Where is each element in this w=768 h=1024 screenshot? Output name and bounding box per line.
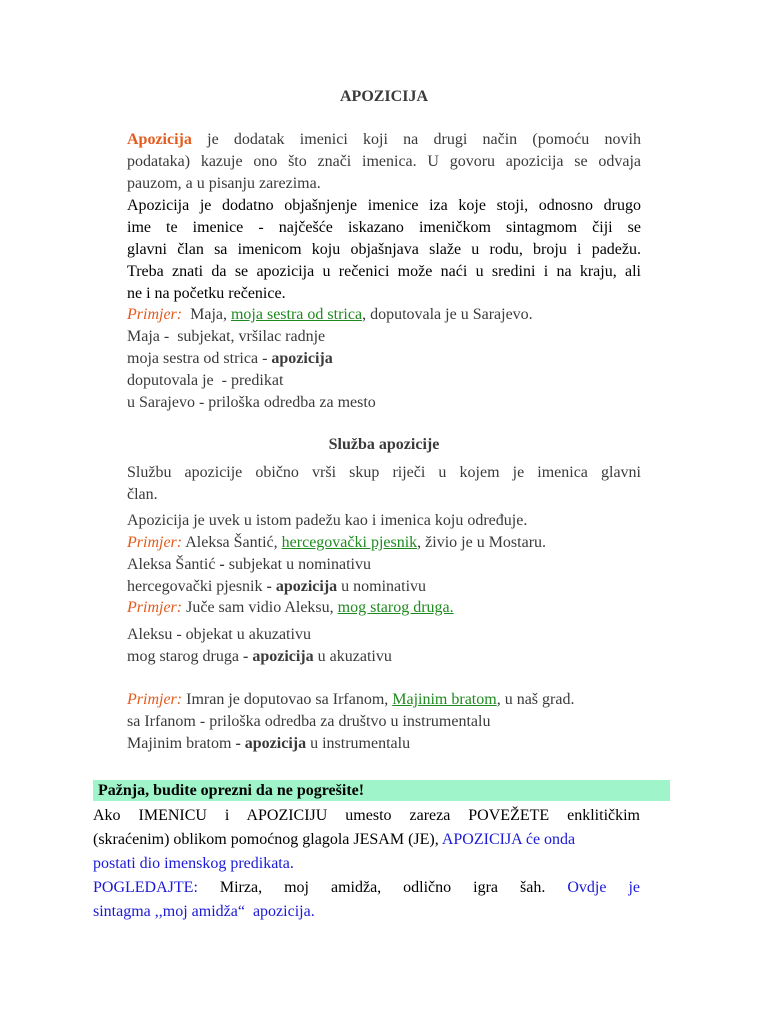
example-2 — [127, 532, 641, 598]
note-line-1: Ako IMENICU i APOZICIJU umesto zareza POVEŽETE enklitičkim — [93, 807, 640, 824]
section-2-line-1: Službu apozicije obično vrši skup riječi u kojem je imenica glavni — [127, 464, 641, 481]
section-2-paragraph — [127, 462, 641, 506]
note-paragraph — [93, 804, 640, 924]
example-4 — [127, 689, 641, 755]
example-3-sentence: Primjer: Juče sam vidio Aleksu, mog starog druga. — [127, 599, 454, 616]
example-1-analysis-4: u Sarajevo - priloška odredba za mesto — [127, 394, 376, 411]
example-label: Primjer: — [127, 534, 183, 551]
intro-paragraph — [127, 129, 641, 195]
intro-term: Apozicija — [127, 131, 192, 148]
definition-paragraph — [127, 195, 641, 305]
note-line-4: POGLEDAJTE: Mirza, moj amidža, odlično igra šah. Ovdje je — [93, 879, 641, 896]
warning-highlight: Pažnja, budite oprezni da ne pogrešite! — [93, 780, 670, 801]
example-1-analysis-2: moja sestra od strica - apozicija — [127, 350, 333, 367]
intro-line-2: podataka) kazuje ono što znači imenica. U govoru apozicija se odvaja — [127, 153, 641, 170]
example-2-analysis-2: hercegovački pjesnik - apozicija u nominativu — [127, 578, 427, 595]
apposition-link[interactable]: mog starog druga. — [337, 599, 454, 616]
note-line-3: postati dio imenskog predikata. — [93, 855, 294, 872]
note-line-5: sintagma ,,moj amidža“ apozicija. — [93, 903, 315, 920]
example-3-analysis — [127, 624, 641, 668]
example-1 — [127, 304, 641, 414]
section-title: Služba apozicije — [328, 436, 440, 453]
note-line-2: (skraćenim) oblikom pomoćnog glagola JESAM (JE), APOZICIJA će onda — [93, 831, 576, 848]
section-2-rule: Apozicija je uvek u istom padežu kao i imenica koju određuje. — [127, 512, 528, 529]
example-label: Primjer: — [127, 691, 183, 708]
example-2-sentence: Primjer: Aleksa Šantić, hercegovački pjesnik, živio je u Mostaru. — [127, 534, 547, 551]
definition-line-5: ne i na početku rečenice. — [127, 285, 286, 302]
example-3-analysis-1: Aleksu - objekat u akuzativu — [127, 626, 311, 643]
example-1-analysis-1: Maja - subjekat, vršilac radnje — [127, 328, 326, 345]
example-4-sentence: Primjer: Imran je doputovao sa Irfanom, Majinim bratom, u naš grad. — [127, 691, 575, 708]
definition-line-1: Apozicija je dodatno objašnjenje imenice iza koje stoji, odnosno drugo — [127, 197, 641, 214]
intro-line-3: pauzom, a u pisanju zarezima. — [127, 175, 321, 192]
intro-line-1: Apozicija je dodatak imenici koji na drugi način (pomoću novih — [127, 131, 641, 148]
definition-line-3: glavni član sa imenicom koju objašnjava slaže u rodu, broju i padežu. — [127, 241, 641, 258]
page-title: APOZICIJA — [339, 88, 428, 105]
definition-line-2: ime te imenice - najčešće iskazano imeničkom sintagmom čiji se — [127, 219, 641, 236]
example-2-analysis-1: Aleksa Šantić - subjekat u nominativu — [127, 556, 371, 573]
example-label: Primjer: — [127, 306, 183, 323]
example-4-analysis-1: sa Irfanom - priloška odredba za društvo u instrumentalu — [127, 713, 491, 730]
example-label: Primjer: — [127, 599, 183, 616]
apposition-link[interactable]: hercegovački pjesnik — [281, 534, 418, 551]
example-1-analysis-3: doputovala je - predikat — [127, 372, 284, 389]
section-2-line-2: član. — [127, 486, 158, 503]
apposition-link[interactable]: Majinim bratom — [392, 691, 497, 708]
example-4-analysis-2: Majinim bratom - apozicija u instrumentalu — [127, 735, 411, 752]
example-3-analysis-2: mog starog druga - apozicija u akuzativu — [127, 648, 392, 665]
example-1-sentence: Primjer: Maja, moja sestra od strica, doputovala je u Sarajevo. — [127, 306, 533, 323]
definition-line-4: Treba znati da se apozicija u rečenici može naći u sredini i na kraju, ali — [127, 263, 641, 280]
apposition-link[interactable]: moja sestra od strica — [230, 306, 363, 323]
